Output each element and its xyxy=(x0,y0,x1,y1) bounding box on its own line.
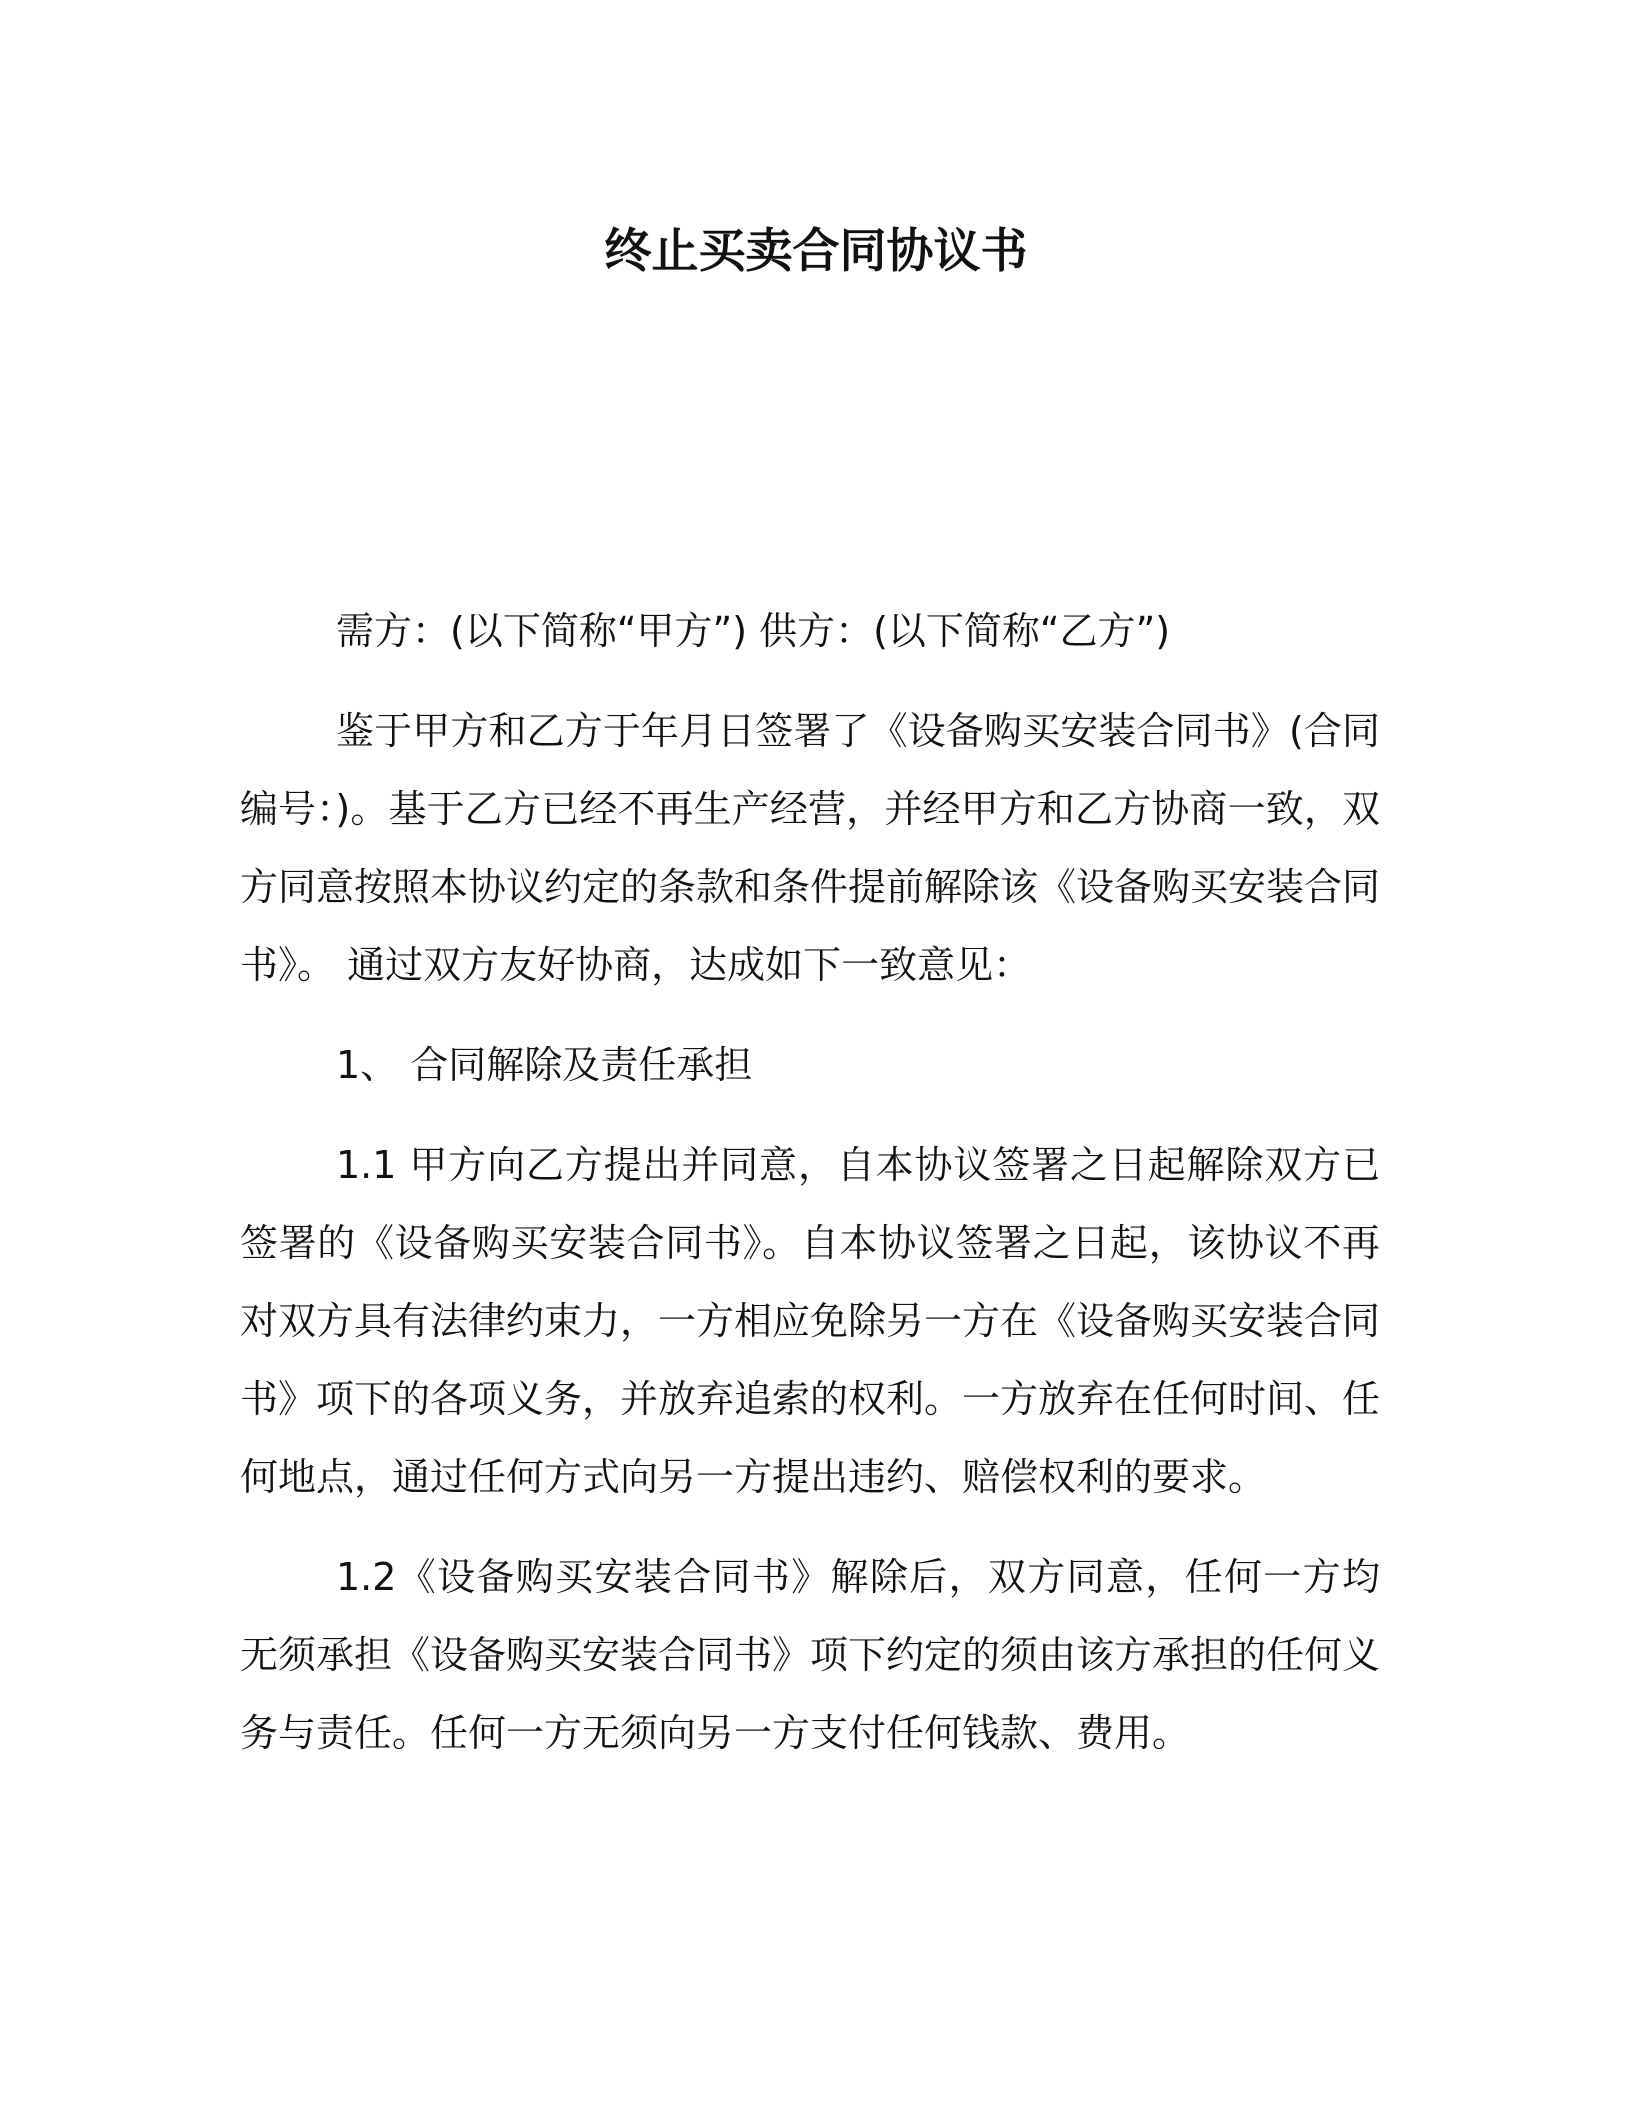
parties-paragraph: 需方：(以下简称“甲方”) 供方：(以下简称“乙方”) xyxy=(336,609,1171,653)
document-body xyxy=(240,592,1380,1794)
section-heading: 1、 合同解除及责任承担 xyxy=(336,1043,753,1087)
clause-1-1: 1.1 甲方向乙方提出并同意，自本协议签署之日起解除双方已签署的《设备购买安装合同书》。自本协议签署之日起，该协议不再对双方具有法律约束力，一方相应免除另一方在《设备购买安装合同书》项下的各项义务，并放弃追索的权利。一方放弃在任何时间、任何地点，通过任何方式向另一方提出违约、赔偿权利的要求。 xyxy=(240,1143,1381,1499)
clause-1-2: 1.2《设备购买安装合同书》解除后，双方同意，任何一方均无须承担《设备购买安装合同书》项下约定的须由该方承担的任何义务与责任。任何一方无须向另一方支付任何钱款、费用。 xyxy=(240,1555,1381,1755)
document-title: 终止买卖合同协议书 xyxy=(604,224,1028,279)
preamble-paragraph: 鉴于甲方和乙方于年月日签署了《设备购买安装合同书》(合同编号：)。基于乙方已经不再生产经营，并经甲方和乙方协商一致，双方同意按照本协议约定的条款和条件提前解除该《设备购买安装合同书》。 通过双方友好协商，达成如下一致意见： xyxy=(240,709,1381,987)
